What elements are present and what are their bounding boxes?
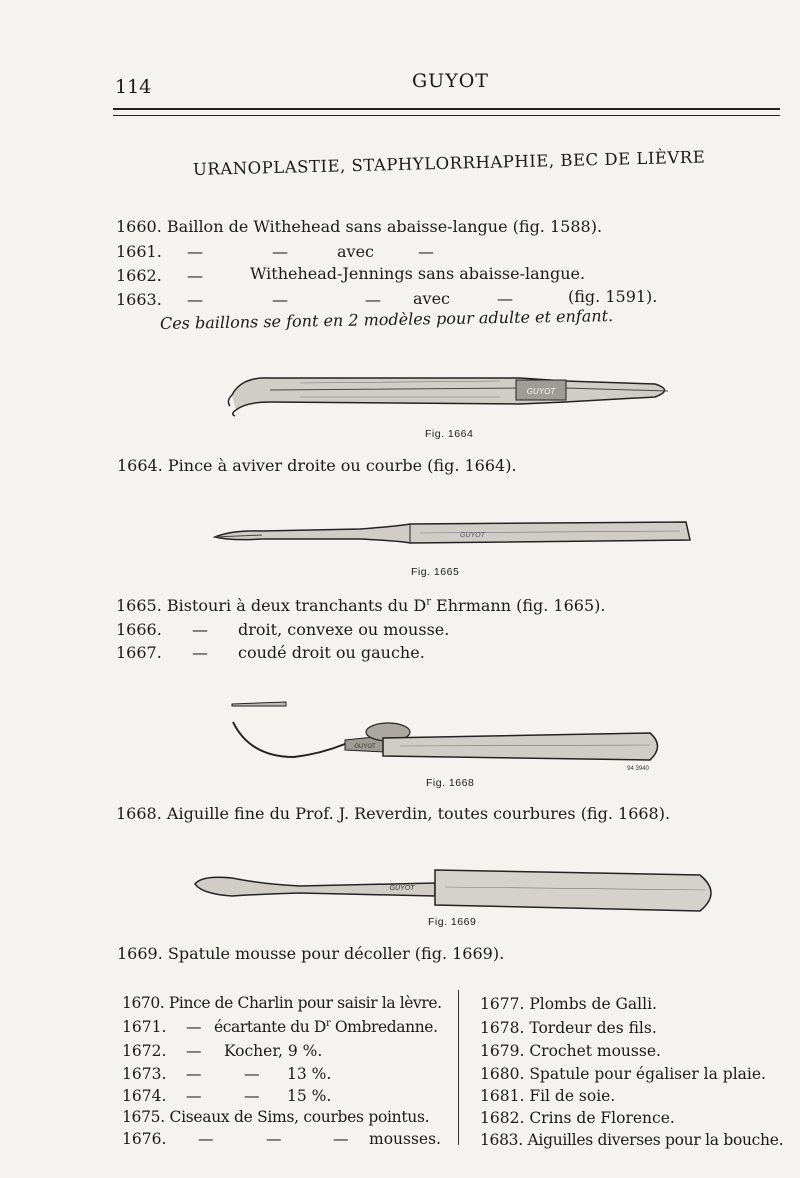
ditto-dash: —: [187, 266, 203, 285]
entry-text: Crins de Florence.: [529, 1109, 675, 1127]
section-title: URANOPLASTIE, STAPHYLORRHAPHIE, BEC DE LIÈVRE: [192, 147, 706, 179]
ditto-dash: —: [186, 1042, 202, 1060]
fig-1664-brand: GUYOT: [526, 387, 556, 396]
entry-number: 1666.: [116, 620, 162, 639]
entry-text: Aiguille fine du Prof. J. Reverdin, toutes courbures (fig. 1668).: [166, 804, 671, 823]
entry-text: coudé droit ou gauche.: [238, 643, 425, 662]
entry-1679: [480, 1042, 661, 1060]
ditto-dash: —: [365, 290, 381, 309]
entry-text: Pince à aviver droite ou courbe (fig. 1664).: [167, 456, 517, 475]
entry-number: 1682.: [480, 1109, 525, 1127]
ditto-dash: —: [192, 643, 208, 662]
entry-1670: [122, 994, 442, 1012]
ditto-dash: —: [186, 1018, 202, 1036]
page-number: 114: [115, 76, 152, 98]
entry-number: 1678.: [480, 1019, 525, 1037]
entry-number: 1671.: [122, 1018, 167, 1036]
entry-number: 1675.: [122, 1108, 165, 1126]
ditto-dash: —: [272, 290, 288, 309]
entry-number: 1664.: [117, 456, 163, 475]
ditto-dash: —: [266, 1130, 282, 1148]
ditto-dash: —: [187, 290, 203, 309]
entry-number: 1668.: [116, 804, 162, 823]
fig-1665-caption: Fig. 1665: [411, 566, 460, 578]
entry-number: 1669.: [117, 944, 163, 963]
fig-1668-caption: Fig. 1668: [426, 777, 475, 789]
entry-text: Tordeur des fils.: [529, 1019, 657, 1037]
entry-number: 1667.: [116, 643, 162, 662]
entry-text: avec: [413, 289, 451, 308]
column-divider: [458, 990, 459, 1145]
entry-number: 1661.: [116, 242, 162, 261]
entry-number: 1677.: [480, 995, 525, 1013]
ditto-dash: —: [186, 1087, 202, 1105]
entry-1673: [122, 1065, 166, 1083]
entry-1682: [480, 1109, 675, 1127]
entry-text: Withehead-Jennings sans abaisse-langue.: [250, 264, 586, 283]
ditto-dash: —: [187, 242, 203, 261]
entry-text: droit, convexe ou mousse.: [238, 620, 450, 639]
entry-1671: [122, 1018, 166, 1036]
running-title: GUYOT: [412, 70, 489, 92]
entry-1680: [480, 1065, 766, 1083]
ditto-dash: —: [192, 620, 208, 639]
entry-text: Spatule mousse pour décoller (fig. 1669).: [167, 944, 505, 963]
entry-number: 1674.: [122, 1087, 167, 1105]
entry-text: Aiguilles diverses pour la bouche.: [527, 1131, 784, 1149]
entry-text: Bistouri à deux tranchants du $D^r$ Ehrmann (fig. 1665).: [166, 596, 606, 615]
entry-text: Pince de Charlin pour saisir la lèvre.: [168, 994, 442, 1012]
ditto-dash: —: [333, 1130, 349, 1148]
fig-1664-caption: Fig. 1664: [425, 428, 474, 440]
entry-1681: [480, 1087, 615, 1105]
entry-1672: [122, 1042, 166, 1060]
entry-number: 1680.: [480, 1065, 525, 1083]
fig-1668-brand: GUYOT: [354, 744, 376, 750]
entry-text: Baillon de Withehead sans abaisse-langue (fig. 1588).: [166, 217, 603, 236]
entry-number: 1679.: [480, 1042, 525, 1060]
entry-1677: [480, 995, 657, 1013]
entry-1675: [122, 1108, 429, 1126]
entry-number: 1663.: [116, 290, 162, 309]
ditto-dash: —: [244, 1087, 260, 1105]
entry-number: 1673.: [122, 1065, 167, 1083]
ditto-dash: —: [418, 242, 434, 261]
entry-number: 1665.: [116, 596, 162, 615]
entry-1683: [480, 1131, 783, 1149]
entry-number: 1672.: [122, 1042, 167, 1060]
entry-1669: [117, 944, 504, 963]
ditto-dash: —: [244, 1065, 260, 1083]
entry-number: 1683.: [480, 1131, 523, 1149]
entry-text: Crochet mousse.: [529, 1042, 661, 1060]
entry-1678: [480, 1019, 657, 1037]
fig-1669-brand: GUYOT: [389, 885, 415, 892]
fig-1668-mark: 94 3940: [627, 766, 649, 772]
entry-1676: [122, 1130, 166, 1148]
entry-text: (fig. 1591).: [568, 287, 658, 306]
ditto-dash: —: [272, 242, 288, 261]
ditto-dash: —: [198, 1130, 214, 1148]
entry-text: Ciseaux de Sims, courbes pointus.: [169, 1108, 430, 1126]
entry-1674: [122, 1087, 166, 1105]
spatula-drawing: [195, 870, 711, 911]
entry-text: écartante du $D^r$ Ombredanne.: [214, 1018, 438, 1037]
ditto-dash: —: [186, 1065, 202, 1083]
entry-number: 1662.: [116, 266, 162, 285]
fig-1669-caption: Fig. 1669: [428, 916, 477, 928]
entry-text: avec: [337, 242, 375, 261]
entry-text: Fil de soie.: [529, 1087, 616, 1105]
entry-text: Plombs de Galli.: [529, 995, 657, 1013]
note: Ces baillons se font en 2 modèles pour adulte et enfant.: [159, 306, 614, 333]
fig-1665-brand: GUYOT: [460, 532, 485, 539]
entry-text: Spatule pour égaliser la plaie.: [529, 1065, 766, 1083]
entry-text: 13 %.: [287, 1065, 332, 1083]
entry-number: 1681.: [480, 1087, 525, 1105]
ditto-dash: —: [497, 289, 513, 308]
entry-text: mousses.: [369, 1130, 441, 1148]
entry-number: 1660.: [116, 217, 162, 236]
entry-number: 1676.: [122, 1130, 167, 1148]
entry-number: 1670.: [122, 994, 165, 1012]
entry-text: 15 %.: [287, 1087, 332, 1105]
entry-text: Kocher, 9 %.: [224, 1042, 323, 1060]
